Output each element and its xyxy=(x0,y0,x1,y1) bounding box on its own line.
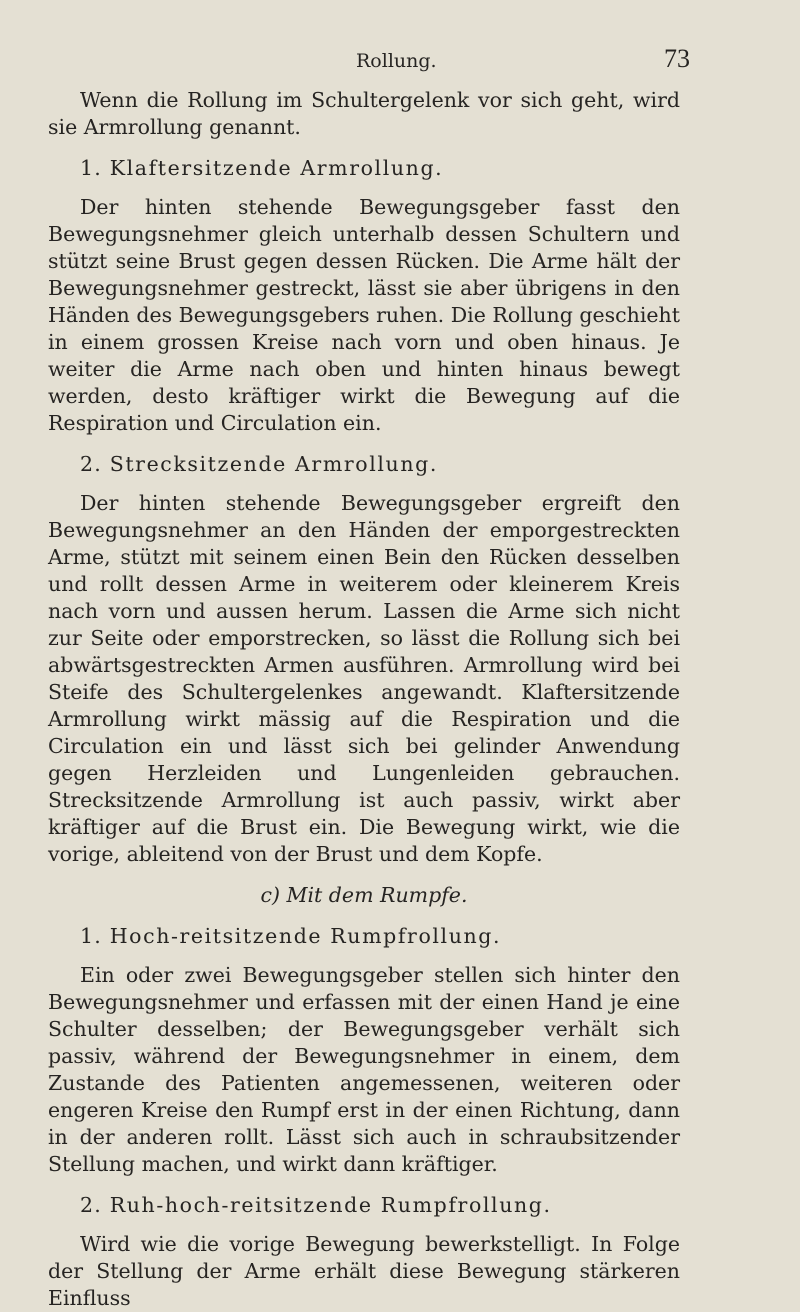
body-text xyxy=(48,87,680,1312)
heading-number: 1. xyxy=(80,156,102,180)
heading-number: 2. xyxy=(80,452,102,476)
hoch-reitsitzende-paragraph: Ein oder zwei Bewegungsgeber stellen sich hinter den Bewegungsnehmer und erfassen mit der einen Hand je eine Schulter desselben; der Bewegungsgeber verhält sich passiv, während der Bewegungsnehmer in einem, dem Zustande des Patienten angemessenen, weiteren oder engeren Kreise den Rumpf erst in der einen Richtung, dann in der anderen rollt. Lässt sich auch in schraubsitzender Stellung machen, und wirkt dann kräftiger. xyxy=(48,963,680,1176)
intro-paragraph: Wenn die Rollung im Schultergelenk vor sich geht, wird sie Armrollung genannt. xyxy=(48,88,680,139)
heading-klaftersitzende-armrollung xyxy=(48,155,680,182)
running-title: Rollung. xyxy=(356,50,437,72)
heading-mit-dem-rumpfe: c) Mit dem Rumpfe. xyxy=(260,883,468,907)
heading-title: Ruh-hoch-reitsitzende Rumpfrollung. xyxy=(109,1193,552,1217)
heading-title: Hoch-reitsitzende Rumpfrollung. xyxy=(109,924,502,948)
klaftersitzende-paragraph: Der hinten stehende Bewegungsgeber fasst den Bewegungsnehmer gleich unterhalb dessen Schultern und stützt seine Brust gegen dessen Rücken. Die Arme hält der Bewegungsnehmer gestreckt, lässt sie aber übrigens in den Händen des Bewegungsgebers ruhen. Die Rollung geschieht in einem grossen Kreise nach vorn und oben hinaus. Je weiter die Arme nach oben und hinten hinaus bewegt werden, desto kräftiger wirkt die Bewegung auf die Respiration und Circulation ein. xyxy=(48,195,680,435)
heading-title: Klaftersitzende Armrollung. xyxy=(109,156,444,180)
heading-strecksitzende-armrollung xyxy=(48,451,680,478)
running-header xyxy=(48,46,688,86)
heading-ruh-hoch-reitsitzende-rumpfrollung xyxy=(48,1192,680,1219)
page-number: 73 xyxy=(664,44,690,73)
heading-title: Strecksitzende Armrollung. xyxy=(109,452,438,476)
ruh-hoch-reitsitzende-paragraph: Wird wie die vorige Bewegung bewerkstelligt. In Folge der Stellung der Arme erhält diese Bewegung stärkeren Einfluss xyxy=(48,1232,680,1310)
heading-hoch-reitsitzende-rumpfrollung xyxy=(48,923,680,950)
heading-number: 2. xyxy=(80,1193,102,1217)
heading-number: 1. xyxy=(80,924,102,948)
strecksitzende-paragraph: Der hinten stehende Bewegungsgeber ergreift den Bewegungsnehmer an den Händen der emporgestreckten Arme, stützt mit seinem einen Bein den Rücken desselben und rollt dessen Arme in weiterem oder kleinerem Kreis nach vorn und aussen herum. Lassen die Arme sich nicht zur Seite oder emporstrecken, so lässt die Rollung sich bei abwärtsgestreckten Armen ausführen. Armrollung wird bei Steife des Schultergelenkes angewandt. Klaftersitzende Armrollung wirkt mässig auf die Respiration und die Circulation ein und lässt sich bei gelinder Anwendung gegen Herzleiden und Lungenleiden gebrauchen. Strecksitzende Armrollung ist auch passiv, wirkt aber kräftiger auf die Brust ein. Die Bewegung wirkt, wie die vorige, ableitend von der Brust und dem Kopfe. xyxy=(48,491,680,866)
